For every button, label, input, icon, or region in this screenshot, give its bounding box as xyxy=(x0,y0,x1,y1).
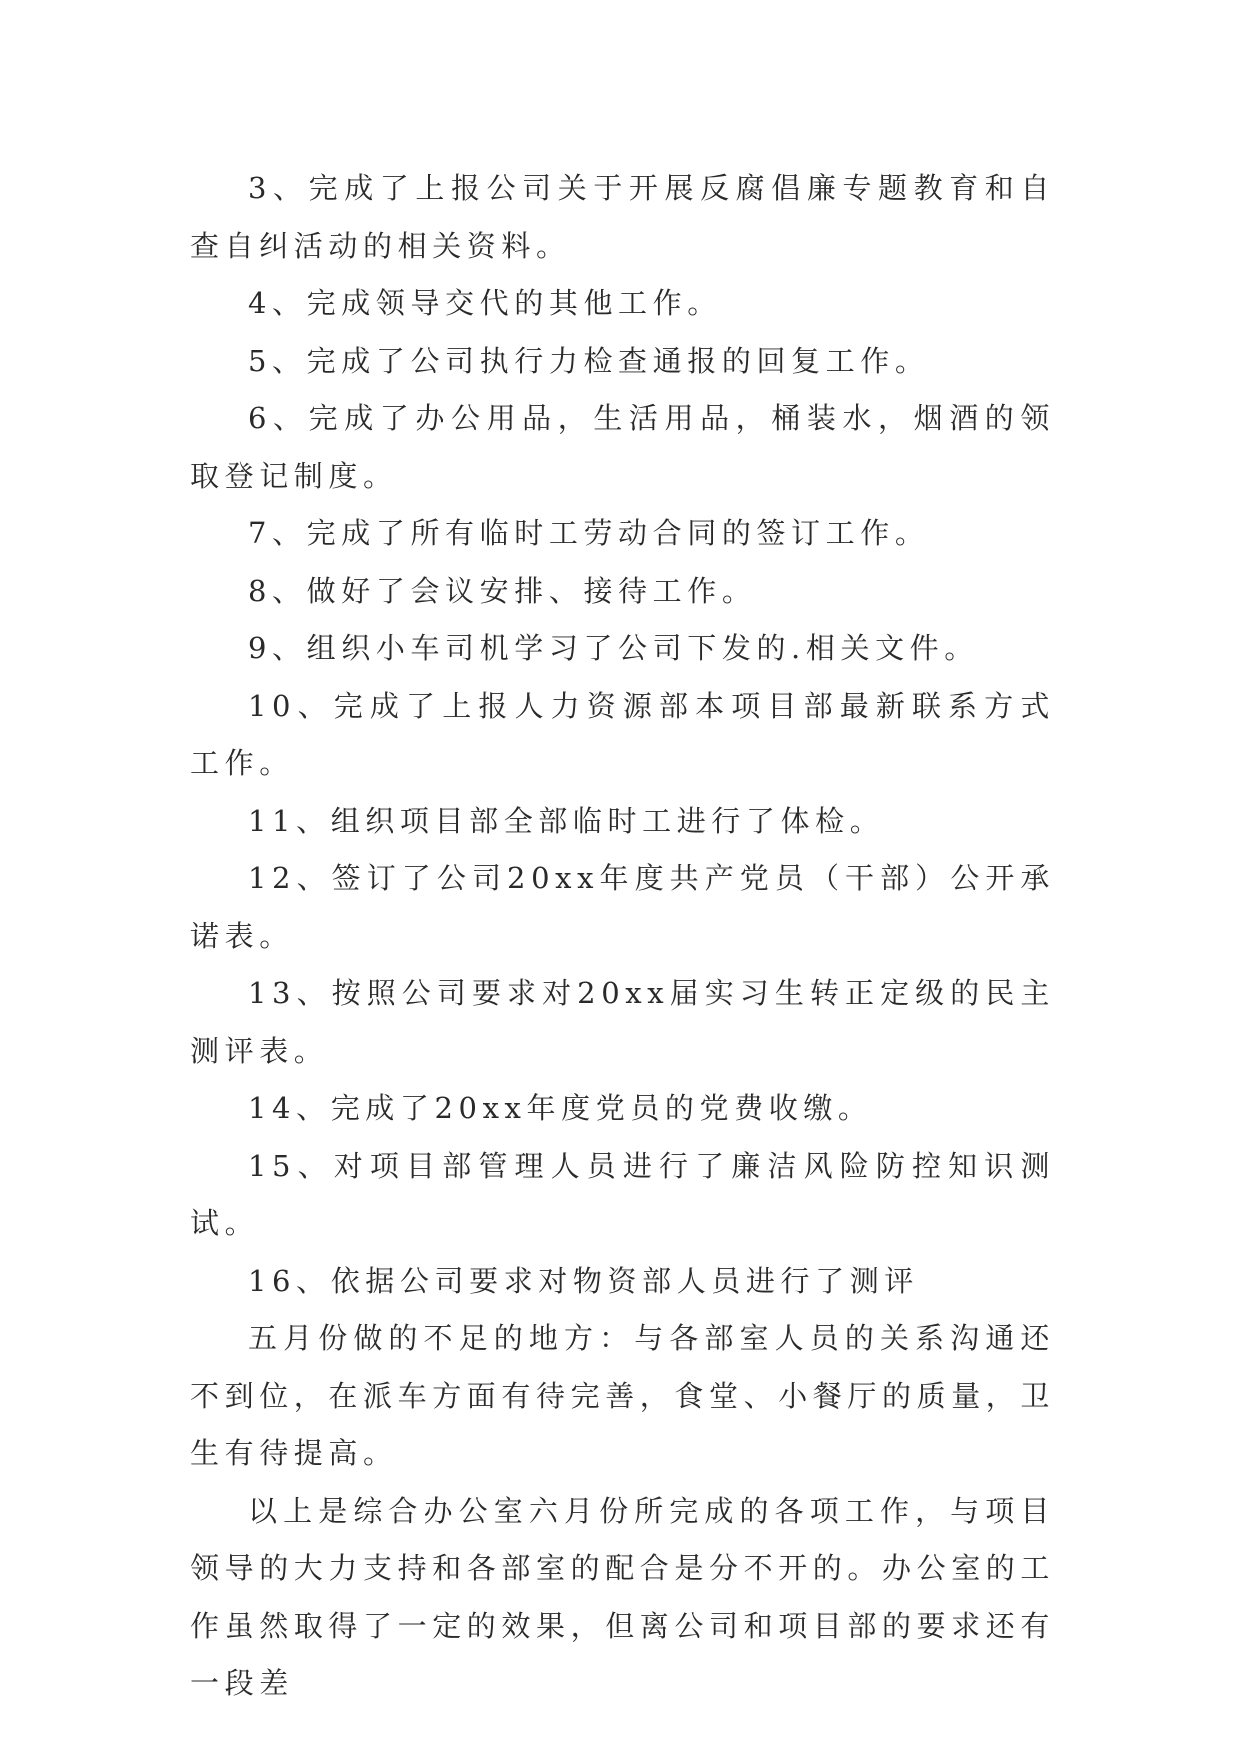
paragraph-item-13: 13、按照公司要求对20xx届实习生转正定级的民主测评表。 xyxy=(190,976,1055,1068)
paragraph-item-4: 4、完成领导交代的其他工作。 xyxy=(248,286,722,320)
paragraph-item-14: 14、完成了20xx年度党员的党费收缴。 xyxy=(248,1091,873,1125)
paragraph-item-15: 15、对项目部管理人员进行了廉洁风险防控知识测试。 xyxy=(190,1148,1055,1240)
paragraph-item-11: 11、组织项目部全部临时工进行了体检。 xyxy=(248,803,885,838)
paragraph-item-7: 7、完成了所有临时工劳动合同的签订工作。 xyxy=(248,516,930,550)
paragraph-item-10: 10、完成了上报人力资源部本项目部最新联系方式工作。 xyxy=(190,688,1055,780)
paragraph-item-16: 16、依据公司要求对物资部人员进行了测评 xyxy=(248,1263,919,1298)
paragraph-summary: 以上是综合办公室六月份所完成的各项工作，与项目领导的大力支持和各部室的配合是分不开的。办公室的工作虽然取得了一定的效果，但离公司和项目部的要求还有一段差 xyxy=(190,1493,1056,1700)
paragraph-item-3: 3、完成了上报公司关于开展反腐倡廉专题教育和自查自纠活动的相关资料。 xyxy=(190,171,1055,263)
paragraph-item-8: 8、做好了会议安排、接待工作。 xyxy=(248,573,757,608)
paragraph-item-12: 12、签订了公司20xx年度共产党员（干部）公开承诺表。 xyxy=(190,861,1055,953)
paragraph-shortcomings: 五月份做的不足的地方：与各部室人员的关系沟通还不到位，在派车方面有待完善，食堂、小餐厅的质量，卫生有待提高。 xyxy=(190,1321,1056,1470)
paragraph-item-9: 9、组织小车司机学习了公司下发的.相关文件。 xyxy=(248,631,979,665)
paragraph-item-6: 6、完成了办公用品，生活用品，桶装水，烟酒的领取登记制度。 xyxy=(190,401,1055,493)
paragraph-item-5: 5、完成了公司执行力检查通报的回复工作。 xyxy=(248,343,930,378)
document-body xyxy=(190,160,1055,1713)
